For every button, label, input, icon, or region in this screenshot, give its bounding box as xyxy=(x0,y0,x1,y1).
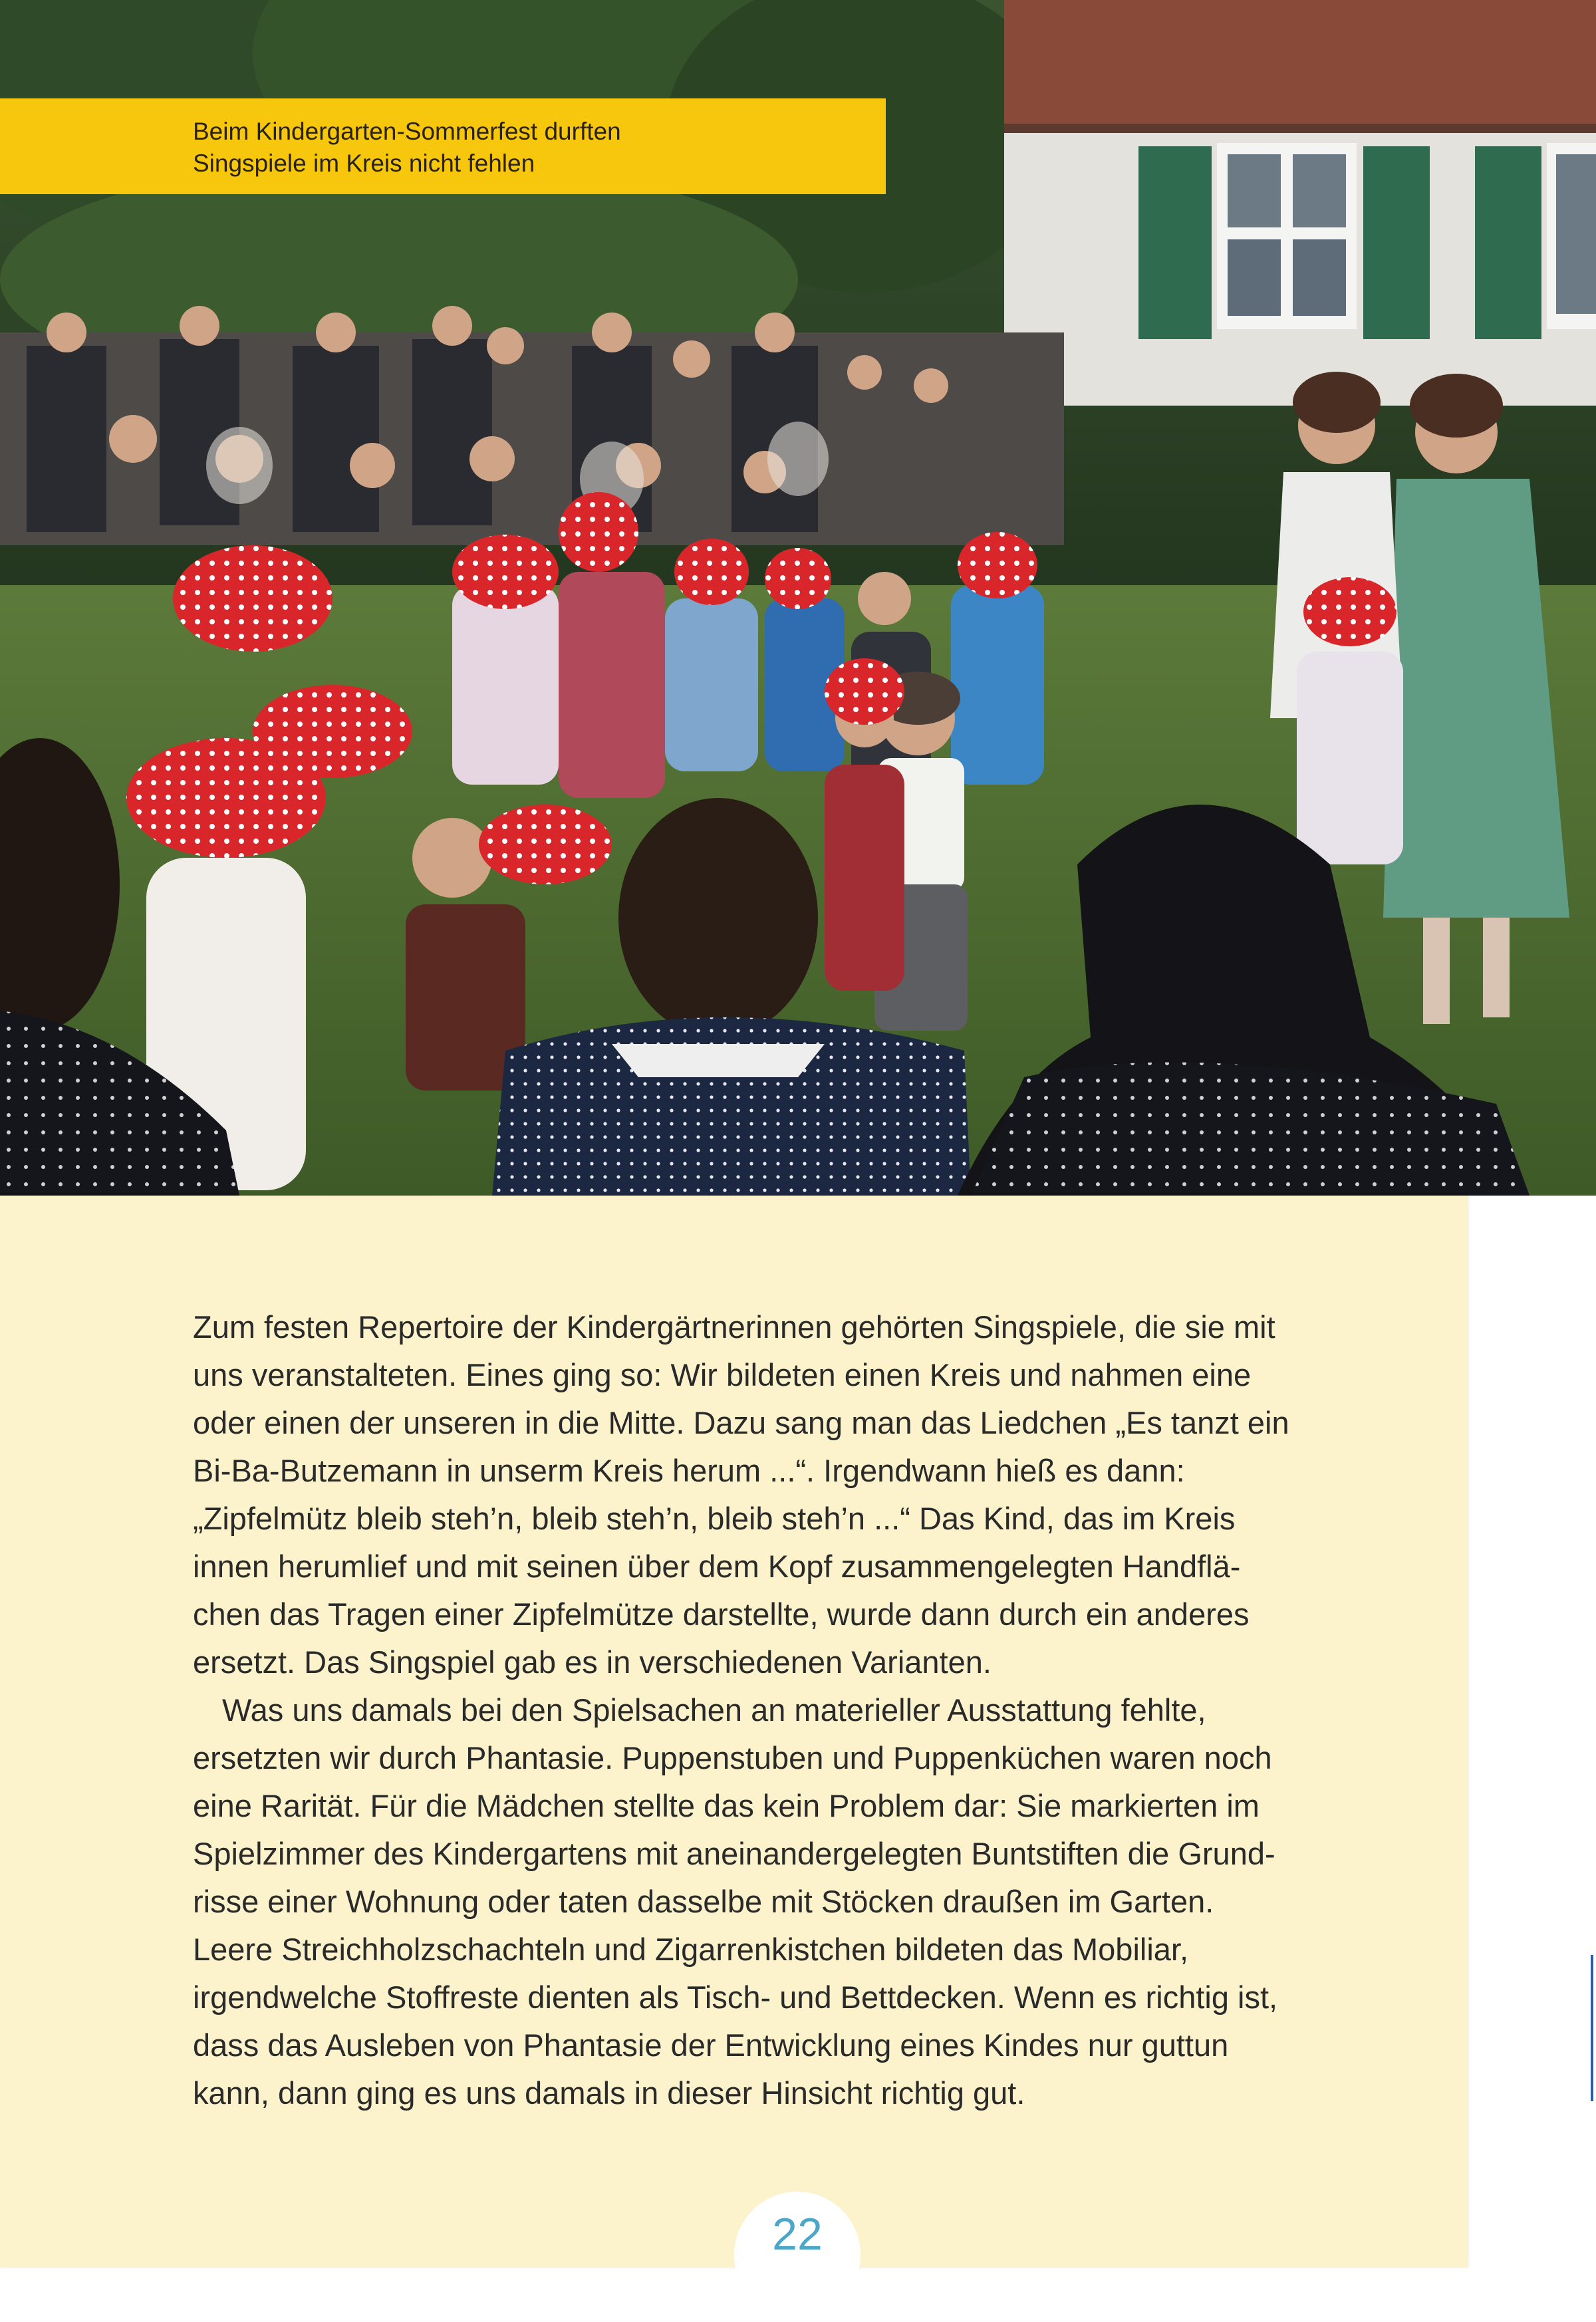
body-line: irgendwelche Stoffreste dienten als Tisch- und Bettdecken. Wenn es richtig ist, xyxy=(193,1980,1278,2015)
body-line: Spielzimmer des Kindergartens mit aneinandergelegten Buntstiften die Grund- xyxy=(193,1836,1275,1871)
body-line: chen das Tragen einer Zipfelmütze darstellte, wurde dann durch ein anderes xyxy=(193,1597,1250,1632)
body-line: uns veranstalteten. Eines ging so: Wir bildeten einen Kreis und nahmen eine xyxy=(193,1357,1252,1392)
body-line: dass das Ausleben von Phantasie der Entwicklung eines Kindes nur guttun xyxy=(193,2027,1229,2063)
caption-line-2: Singspiele im Kreis nicht fehlen xyxy=(193,150,535,177)
body-line: innen herumlief und mit seinen über dem Kopf zusammengelegten Handflä- xyxy=(193,1549,1241,1584)
photo-caption xyxy=(0,98,886,194)
body-text xyxy=(193,1303,1423,2117)
body-line: Was uns damals bei den Spielsachen an materieller Ausstattung fehlte, xyxy=(222,1692,1206,1728)
body-line: kann, dann ging es uns damals in dieser Hinsicht richtig gut. xyxy=(193,2075,1025,2111)
edge-marker xyxy=(1591,1955,1593,2101)
body-line: Zum festen Repertoire der Kindergärtnerinnen gehörten Singspiele, die sie mit xyxy=(193,1309,1275,1345)
page-number: 22 xyxy=(772,2209,823,2259)
body-line: ersetzten wir durch Phantasie. Puppenstuben und Puppenküchen waren noch xyxy=(193,1740,1272,1775)
body-line: eine Rarität. Für die Mädchen stellte das kein Problem dar: Sie markierten im xyxy=(193,1788,1260,1823)
caption-line-1: Beim Kindergarten-Sommerfest durften xyxy=(193,118,621,145)
page-number-badge xyxy=(734,2192,861,2318)
body-line: Bi-Ba-Butzemann in unserm Kreis herum ...“. Irgendwann hieß es dann: xyxy=(193,1453,1185,1488)
body-line: risse einer Wohnung oder taten dasselbe mit Stöcken draußen im Garten. xyxy=(193,1884,1214,1919)
body-line: oder einen der unseren in die Mitte. Dazu sang man das Liedchen „Es tanzt ein xyxy=(193,1405,1289,1440)
body-line: Leere Streichholzschachteln und Zigarrenkistchen bildeten das Mobiliar, xyxy=(193,1932,1189,1967)
body-line: ersetzt. Das Singspiel gab es in verschiedenen Varianten. xyxy=(193,1644,992,1680)
text-panel xyxy=(0,1196,1468,2267)
body-line: „Zipfelmütz bleib steh’n, bleib steh’n, bleib steh’n ...“ Das Kind, das im Kreis xyxy=(193,1501,1236,1536)
